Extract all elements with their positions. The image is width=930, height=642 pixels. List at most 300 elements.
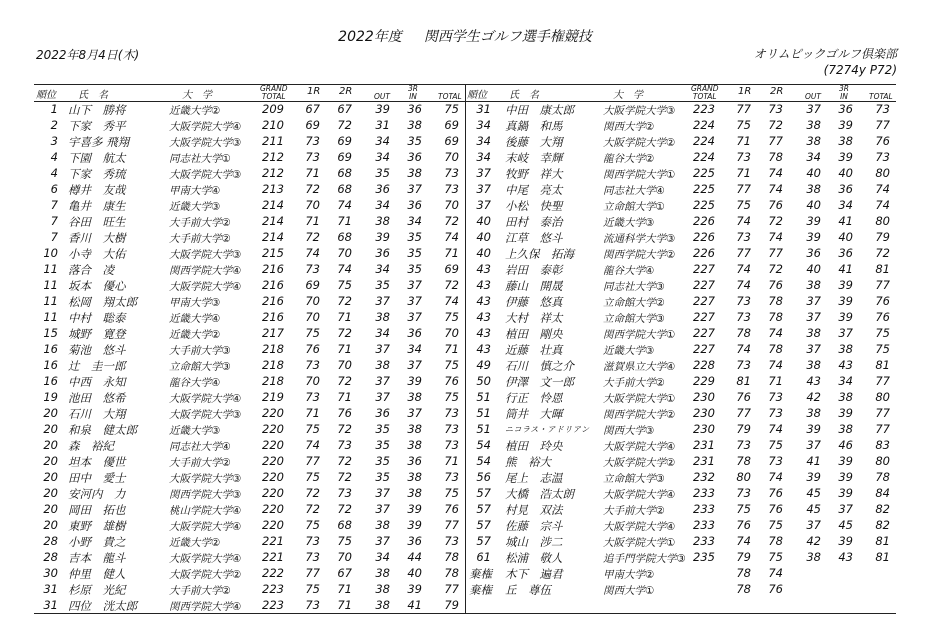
cell-in: 39: [407, 374, 422, 388]
results-table: [34, 84, 896, 614]
cell-out: 34: [806, 150, 821, 164]
header-1r: 1R: [738, 86, 752, 97]
cell-rank: 57: [476, 518, 491, 532]
header-2r: 2R: [770, 86, 784, 97]
table-row: [34, 165, 465, 181]
cell-name: 伊藤 悠真: [505, 295, 563, 309]
cell-name: 中尾 亮太: [505, 183, 563, 197]
cell-1r: 75: [305, 582, 320, 596]
table-row: [34, 149, 465, 165]
cell-out: 35: [375, 454, 390, 468]
cell-1r: 73: [736, 310, 751, 324]
cell-2r: 74: [337, 262, 352, 276]
cell-university: 関西学院大学③: [169, 489, 242, 501]
cell-out: 39: [806, 422, 821, 436]
cell-total: 71: [444, 342, 459, 356]
cell-grand-total: 214: [262, 230, 284, 244]
cell-grand-total: 233: [693, 518, 715, 532]
cell-in: 44: [407, 550, 422, 564]
cell-2r: 73: [337, 438, 352, 452]
cell-in: 36: [838, 102, 853, 116]
cell-out: 37: [375, 534, 390, 548]
cell-out: 37: [375, 374, 390, 388]
cell-1r: 70: [305, 374, 320, 388]
cell-total: 74: [444, 230, 459, 244]
table-row: [465, 389, 896, 405]
cell-name: 真鍋 和馬: [505, 119, 563, 133]
cell-grand-total: 219: [262, 390, 284, 404]
cell-name: 亀井 康生: [68, 199, 126, 213]
venue-name: オリムピックゴルフ倶楽部: [753, 47, 897, 61]
cell-rank: 43: [476, 326, 491, 340]
table-row: [465, 213, 896, 229]
document-title: [0, 26, 930, 46]
cell-rank: 棄権: [469, 583, 492, 597]
cell-rank: 43: [476, 294, 491, 308]
cell-total: 77: [875, 118, 890, 132]
cell-grand-total: 216: [262, 310, 284, 324]
cell-rank: 51: [476, 422, 491, 436]
cell-2r: 74: [768, 470, 783, 484]
table-row: [34, 117, 465, 133]
cell-total: 81: [875, 534, 890, 548]
cell-out: 35: [375, 470, 390, 484]
cell-2r: 72: [337, 422, 352, 436]
cell-out: 34: [375, 198, 390, 212]
cell-2r: 75: [337, 534, 352, 548]
cell-out: 35: [375, 438, 390, 452]
cell-university: 大阪学院大学①: [603, 537, 676, 549]
title-event: 関西学生ゴルフ選手権競技: [423, 29, 592, 45]
cell-in: 40: [838, 166, 853, 180]
cell-university: 関西大学①: [603, 585, 655, 597]
cell-university: 関西大学③: [603, 425, 655, 437]
table-row: [465, 437, 896, 453]
header-rank: 順位: [467, 90, 487, 101]
cell-1r: 81: [736, 374, 751, 388]
table-row: [465, 325, 896, 341]
table-row: [465, 357, 896, 373]
cell-university: 近畿大学③: [603, 345, 655, 357]
cell-name: 上久保 拓海: [505, 247, 574, 261]
cell-1r: 73: [736, 230, 751, 244]
cell-2r: 73: [768, 102, 783, 116]
cell-2r: 74: [768, 566, 783, 580]
cell-name: 坂本 優心: [68, 279, 126, 293]
cell-total: 73: [444, 438, 459, 452]
cell-rank: 34: [476, 134, 491, 148]
cell-2r: 76: [768, 278, 783, 292]
cell-university: 大阪学院大学④: [169, 553, 242, 565]
table-row: [465, 565, 896, 581]
cell-total: 79: [444, 598, 459, 612]
cell-grand-total: 223: [262, 598, 284, 612]
cell-grand-total: 218: [262, 374, 284, 388]
cell-grand-total: 227: [693, 342, 715, 356]
cell-total: 73: [444, 166, 459, 180]
cell-1r: 78: [736, 582, 751, 596]
cell-out: 40: [806, 198, 821, 212]
table-row: [465, 229, 896, 245]
cell-1r: 72: [305, 486, 320, 500]
cell-total: 81: [875, 262, 890, 276]
cell-name: 末岐 幸輝: [505, 151, 563, 165]
cell-total: 70: [444, 198, 459, 212]
cell-grand-total: 216: [262, 294, 284, 308]
cell-name: 下園 航太: [68, 151, 126, 165]
cell-1r: 73: [305, 262, 320, 276]
cell-rank: 28: [43, 534, 58, 548]
cell-2r: 72: [768, 118, 783, 132]
cell-rank: 40: [476, 214, 491, 228]
cell-total: 78: [444, 566, 459, 580]
header-name: 氏 名: [78, 90, 108, 101]
cell-rank: 15: [43, 326, 58, 340]
table-row: [465, 133, 896, 149]
cell-name: 松浦 敬人: [505, 551, 563, 565]
cell-university: 大阪学院大学③: [169, 473, 242, 485]
cell-name: 中田 康太郎: [505, 103, 574, 117]
cell-university: 大阪学院大学②: [169, 569, 242, 581]
table-row: [34, 293, 465, 309]
cell-in: 43: [838, 550, 853, 564]
cell-out: 37: [806, 438, 821, 452]
cell-in: 37: [407, 278, 422, 292]
cell-out: 37: [375, 294, 390, 308]
cell-1r: 79: [736, 550, 751, 564]
cell-total: 72: [444, 214, 459, 228]
table-row: [34, 549, 465, 565]
cell-out: 38: [806, 182, 821, 196]
cell-rank: 40: [476, 230, 491, 244]
table-row: [34, 501, 465, 517]
table-row: [34, 325, 465, 341]
cell-rank: 30: [43, 566, 58, 580]
cell-out: 36: [375, 182, 390, 196]
cell-out: 39: [375, 230, 390, 244]
cell-university: 滋賀県立大学④: [603, 361, 676, 373]
cell-university: 大手前大学②: [169, 457, 231, 469]
cell-in: 45: [838, 518, 853, 532]
cell-grand-total: 223: [262, 582, 284, 596]
cell-2r: 75: [768, 518, 783, 532]
cell-university: 関西学院大学②: [603, 249, 676, 261]
cell-rank: 10: [43, 246, 58, 260]
cell-out: 42: [806, 390, 821, 404]
cell-university: 流通科学大学③: [603, 233, 676, 245]
cell-2r: 76: [768, 486, 783, 500]
cell-total: 76: [875, 310, 890, 324]
right-half: [465, 84, 896, 597]
cell-out: 37: [806, 102, 821, 116]
cell-in: 37: [407, 406, 422, 420]
cell-rank: 43: [476, 278, 491, 292]
cell-rank: 37: [476, 182, 491, 196]
cell-name: 城山 涉二: [505, 535, 563, 549]
cell-2r: 72: [337, 294, 352, 308]
cell-total: 82: [875, 502, 890, 516]
table-row: [34, 213, 465, 229]
cell-university: 大阪学院大学③: [603, 105, 676, 117]
cell-1r: 75: [736, 118, 751, 132]
cell-rank: 54: [476, 454, 491, 468]
cell-university: 大阪学院大学③: [169, 137, 242, 149]
cell-out: 37: [375, 342, 390, 356]
table-row: [34, 565, 465, 581]
cell-in: 39: [838, 406, 853, 420]
cell-2r: 76: [768, 198, 783, 212]
table-row: [34, 133, 465, 149]
cell-university: 同志社大学④: [603, 185, 665, 197]
cell-university: 大手前大学③: [169, 345, 231, 357]
cell-in: 35: [407, 262, 422, 276]
cell-grand-total: 221: [262, 534, 284, 548]
cell-grand-total: 230: [693, 422, 715, 436]
cell-grand-total: 220: [262, 454, 284, 468]
table-row: [465, 549, 896, 565]
cell-in: 35: [407, 230, 422, 244]
table-row: [34, 197, 465, 213]
cell-total: 69: [444, 134, 459, 148]
cell-2r: 71: [337, 310, 352, 324]
cell-name: 田村 泰治: [505, 215, 563, 229]
cell-university: 近畿大学③: [169, 201, 221, 213]
cell-university: 追手門学院大学③: [603, 553, 686, 565]
cell-out: 37: [806, 342, 821, 356]
cell-1r: 71: [305, 406, 320, 420]
table-row: [34, 485, 465, 501]
cell-rank: 4: [50, 166, 58, 180]
cell-university: 同志社大学③: [603, 281, 665, 293]
table-row: [465, 101, 896, 117]
cell-university: 甲南大学②: [603, 569, 655, 581]
cell-grand-total: 220: [262, 470, 284, 484]
cell-total: 77: [875, 406, 890, 420]
cell-name: 下家 秀平: [68, 119, 126, 133]
cell-in: 39: [838, 470, 853, 484]
cell-total: 74: [875, 182, 890, 196]
cell-in: 40: [407, 566, 422, 580]
cell-university: 大手前大学②: [603, 505, 665, 517]
cell-name: 香川 大樹: [68, 231, 126, 245]
cell-rank: 7: [50, 198, 58, 212]
table-row: [465, 421, 896, 437]
header-univ: 大 学: [613, 90, 643, 101]
cell-grand-total: 214: [262, 214, 284, 228]
cell-in: 37: [407, 182, 422, 196]
cell-out: 35: [375, 278, 390, 292]
cell-1r: 73: [736, 358, 751, 372]
cell-rank: 7: [50, 214, 58, 228]
cell-university: 近畿大学②: [169, 105, 221, 117]
cell-total: 76: [444, 374, 459, 388]
cell-out: 38: [375, 310, 390, 324]
cell-rank: 51: [476, 406, 491, 420]
cell-name: 尾上 志温: [505, 471, 563, 485]
table-row: [465, 277, 896, 293]
cell-name: 大村 祥太: [505, 311, 563, 325]
cell-total: 73: [444, 182, 459, 196]
cell-rank: 20: [43, 406, 58, 420]
cell-grand-total: 233: [693, 486, 715, 500]
cell-name: 仲里 健人: [68, 567, 126, 581]
cell-2r: 75: [768, 550, 783, 564]
cell-total: 73: [875, 150, 890, 164]
cell-in: 34: [838, 374, 853, 388]
cell-rank: 34: [476, 150, 491, 164]
table-row: [34, 245, 465, 261]
cell-2r: 77: [768, 134, 783, 148]
cell-grand-total: 232: [693, 470, 715, 484]
cell-out: 37: [806, 518, 821, 532]
cell-out: 37: [375, 486, 390, 500]
cell-1r: 74: [305, 438, 320, 452]
cell-rank: 7: [50, 230, 58, 244]
cell-name: 松岡 翔太郎: [68, 295, 137, 309]
cell-1r: 75: [736, 198, 751, 212]
cell-university: 大阪学院大学④: [169, 521, 242, 533]
cell-name: 中村 聡泰: [68, 311, 126, 325]
cell-out: 34: [375, 550, 390, 564]
cell-name: 岡田 拓也: [68, 503, 126, 517]
cell-grand-total: 228: [693, 358, 715, 372]
cell-2r: 72: [337, 326, 352, 340]
venue: [754, 46, 897, 78]
cell-in: 37: [407, 294, 422, 308]
cell-2r: 69: [337, 134, 352, 148]
cell-total: 77: [875, 278, 890, 292]
cell-rank: 57: [476, 534, 491, 548]
cell-grand-total: 209: [262, 102, 284, 116]
cell-rank: 50: [476, 374, 491, 388]
cell-in: 36: [407, 150, 422, 164]
cell-rank: 49: [476, 358, 491, 372]
table-row: [465, 341, 896, 357]
cell-name: 小寺 大佑: [68, 247, 126, 261]
cell-grand-total: 220: [262, 518, 284, 532]
cell-name: 植田 玲央: [505, 439, 563, 453]
cell-out: 40: [806, 166, 821, 180]
cell-grand-total: 218: [262, 358, 284, 372]
cell-total: 78: [875, 470, 890, 484]
table-row: [465, 405, 896, 421]
cell-name: 杉原 光紀: [68, 583, 126, 597]
cell-1r: 77: [736, 182, 751, 196]
cell-university: 大阪学院大学②: [603, 137, 676, 149]
table-row: [34, 341, 465, 357]
header-rank: 順位: [36, 90, 56, 101]
cell-2r: 72: [337, 454, 352, 468]
cell-2r: 72: [337, 118, 352, 132]
cell-grand-total: 218: [262, 342, 284, 356]
cell-university: 立命館大学②: [603, 297, 665, 309]
cell-2r: 70: [337, 550, 352, 564]
cell-in: 39: [407, 582, 422, 596]
cell-total: 77: [875, 374, 890, 388]
cell-total: 75: [444, 358, 459, 372]
cell-university: 大手前大学②: [603, 377, 665, 389]
cell-2r: 74: [768, 166, 783, 180]
cell-name: 宇喜多 飛翔: [68, 135, 130, 149]
header-out: OUT: [805, 92, 821, 101]
cell-1r: 77: [305, 454, 320, 468]
cell-grand-total: 216: [262, 262, 284, 276]
table-row: [34, 517, 465, 533]
cell-in: 41: [838, 262, 853, 276]
cell-1r: 78: [736, 566, 751, 580]
cell-name: 後藤 大翔: [505, 135, 563, 149]
cell-in: 41: [838, 214, 853, 228]
cell-1r: 73: [736, 294, 751, 308]
cell-name: 下家 秀琉: [68, 167, 126, 181]
cell-out: 37: [806, 294, 821, 308]
cell-in: 38: [407, 422, 422, 436]
cell-total: 82: [875, 518, 890, 532]
table-row: [465, 245, 896, 261]
cell-grand-total: 227: [693, 294, 715, 308]
cell-grand-total: 227: [693, 262, 715, 276]
cell-1r: 71: [305, 166, 320, 180]
cell-name: 山下 勝将: [68, 103, 126, 117]
cell-out: 38: [806, 326, 821, 340]
table-row: [465, 309, 896, 325]
cell-name: 石川 慎之介: [505, 359, 574, 373]
cell-in: 39: [407, 518, 422, 532]
cell-1r: 69: [305, 118, 320, 132]
cell-1r: 73: [736, 438, 751, 452]
cell-2r: 78: [768, 310, 783, 324]
cell-university: 大阪学院大学②: [603, 457, 676, 469]
cell-university: 龍谷大学④: [169, 377, 221, 389]
cell-university: 大阪学院大学④: [603, 441, 676, 453]
table-row: [465, 469, 896, 485]
cell-out: 45: [806, 502, 821, 516]
table-row: [465, 165, 896, 181]
cell-total: 73: [444, 470, 459, 484]
title-year: 2022年度: [338, 29, 402, 45]
cell-1r: 80: [736, 470, 751, 484]
cell-total: 70: [444, 326, 459, 340]
cell-grand-total: 215: [262, 246, 284, 260]
cell-grand-total: 226: [693, 230, 715, 244]
event-date: 2022年8月4日(木): [36, 48, 140, 62]
cell-name: 吉本 龍斗: [68, 551, 126, 565]
cell-university: 近畿大学③: [169, 425, 221, 437]
cell-2r: 71: [337, 390, 352, 404]
cell-1r: 70: [305, 198, 320, 212]
header-total: TOTAL: [869, 92, 893, 101]
cell-university: 立命館大学③: [603, 313, 665, 325]
cell-grand-total: 220: [262, 406, 284, 420]
cell-grand-total: 213: [262, 182, 284, 196]
table-row: [34, 181, 465, 197]
cell-university: 関西学院大学①: [603, 169, 676, 181]
cell-1r: 72: [305, 182, 320, 196]
cell-university: 近畿大学②: [169, 329, 221, 341]
cell-1r: 77: [305, 566, 320, 580]
cell-university: 大阪学院大学③: [169, 409, 242, 421]
cell-name: 植田 剛央: [505, 327, 563, 341]
cell-out: 37: [806, 310, 821, 324]
cell-1r: 72: [305, 502, 320, 516]
cell-out: 38: [806, 134, 821, 148]
cell-rank: 6: [50, 182, 58, 196]
cell-1r: 73: [305, 534, 320, 548]
cell-1r: 67: [305, 102, 320, 116]
cell-2r: 71: [768, 374, 783, 388]
table-row: [34, 533, 465, 549]
cell-total: 83: [875, 438, 890, 452]
